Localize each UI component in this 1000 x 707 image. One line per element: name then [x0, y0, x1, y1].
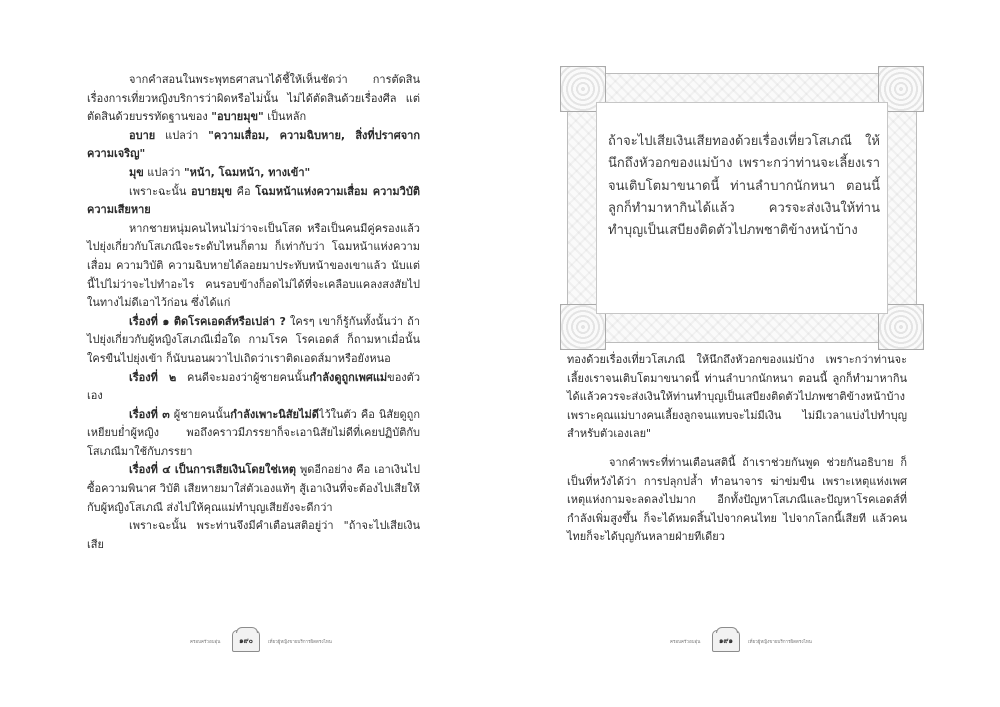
quote-frame [567, 73, 917, 343]
left-page-footer [190, 630, 330, 656]
left-page-body [87, 71, 420, 554]
page-number: ๑๙๐ [239, 637, 253, 645]
page-number-badge [232, 630, 260, 652]
left-paragraph: เรื่องที่ ๒ คนดีจะมองว่าผู้ชายคนนั้นกำลังดูถูกเพศแม่ของตัวเอง [87, 370, 420, 403]
footer-title: เที่ยวผู้หญิงขายบริการผิดตรงไหน [748, 640, 812, 645]
footer-series: ครอบครัวอบอุ่น [190, 640, 221, 645]
right-paragraph: ทองด้วยเรื่องเที่ยวโสเภณี ให้นึกถึงหัวอกของแม่บ้าง เพราะกว่าท่านจะเลี้ยงเราจนเติบโตมาขนาดนี้ ท่านลำบากนักหนา ตอนนี้ ลูกก็ทำมาหากินได้แล้วควรจะส่งเงินให้ท่านทำบุญเป็นเสบียงติดตัวไปภพชาติข้างหน้าบ้าง เพราะคุณแม่บางคนเลี้ยงลูกจนแทบจะไม่มีเงิน ไม่มีเวลาแบ่งไปทำบุญสำหรับตัวเองเลย" [567, 353, 907, 441]
page-number: ๑๙๑ [718, 637, 733, 645]
page-number-badge [712, 630, 740, 652]
left-paragraph: เพราะฉะนั้น พระท่านจึงมีคำเตือนสติอยู่ว่า "ถ้าจะไปเสียเงินเสีย [87, 519, 420, 551]
left-paragraph: เรื่องที่ ๔ เป็นการเสียเงินโดยใช่เหตุ พูดอีกอย่าง คือ เอาเงินไปซื้อความพินาศ วิบัติ เสียหายมาใส่ตัวเองแท้ๆ สู้เอาเงินที่จะต้องไปเสียให้กับผู้หญิงโสเภณี ส่งไปให้คุณแม่ทำบุญเสียยังจะดีกว่า [87, 463, 420, 514]
left-paragraph: เพราะฉะนั้น อบายมุข คือ โฉมหน้าแห่งความเสื่อม ความวิบัติ ความเสียหาย [87, 184, 420, 217]
left-paragraph: มุข แปลว่า "หน้า, โฉมหน้า, ทางเข้า" [129, 165, 311, 179]
left-paragraph: จากคำสอนในพระพุทธศาสนาได้ชี้ให้เห็นชัดว่า การตัดสินเรื่องการเที่ยวหญิงบริการว่าผิดหรือไม่นั้น ไม่ได้ตัดสินด้วยเรื่องศีล แต่ตัดสินด้วยบรรทัดฐานของ "อบายมุข" เป็นหลัก [87, 73, 420, 124]
right-paragraph: จากคำพระที่ท่านเตือนสตินี้ ถ้าเราช่วยกันพูด ช่วยกันอธิบาย ก็เป็นที่หวังได้ว่า การปลุกปล้ำ ทำอนาจาร ฆ่าข่มขืน เพราะเหตุแห่งเพศเหตุแห่งกามจะลดลงไปมาก อีกทั้งปัญหาโสเภณีและปัญหาโรคเอดส์ที่กำลังเพิ่มสูงขึ้น ก็จะได้หมดสิ้นไปจากคนไทย ไปจากโลกนี้เสียที แล้วคนไทยก็จะได้บุญกันหลายฝ่ายทีเดียว [567, 455, 907, 544]
left-paragraph: อบาย แปลว่า "ความเสื่อม, ความฉิบหาย, สิ่งที่ปราศจากความเจริญ" [87, 128, 420, 161]
left-paragraph: เรื่องที่ ๑ ติดโรคเอดส์หรือเปล่า ? ใครๆ เขาก็รู้กันทั้งนั้นว่า ถ้าไปยุ่งเกี่ยวกับผู้หญิงโสเภณีเมื่อใด กามโรค โรคเอดส์ ก็ถามหาเมื่อนั้น ใครขืนไปยุ่งเข้า ก็นับนอนผวาไปเถิดว่าเราติดเอดส์มาหรือยังหนอ [87, 314, 421, 365]
left-paragraph: เรื่องที่ ๓ ผู้ชายคนนั้นกำลังเพาะนิสัยไม่ดีไว้ในตัว คือ นิสัยดูถูกเหยียบย่ำผู้หญิง พอถึงคราวมีภรรยาก็จะเอานิสัยไม่ดีที่เคยปฏิบัติกับโสเภณีมาใช้กับภรรยา [87, 407, 420, 458]
right-page-footer [670, 630, 810, 656]
pull-quote: ถ้าจะไปเสียเงินเสียทองด้วยเรื่องเที่ยวโสเภณี ให้นึกถึงหัวอกของแม่บ้าง เพราะกว่าท่านจะเลี้ยงเราจนเติบโตมาขนาดนี้ ท่านลำบากนักหนา ตอนนี้ ลูกก็ทำมาหากินได้แล้ว ควรจะส่งเงินให้ท่านทำบุญเป็นเสบียงติดตัวไปภพชาติข้างหน้าบ้าง [608, 134, 880, 239]
left-paragraph: หากชายหนุ่มคนไหนไม่ว่าจะเป็นโสด หรือเป็นคนมีคู่ครองแล้ว ไปยุ่งเกี่ยวกับโสเภณีจะระดับไหนก็ตาม ก็เท่ากับว่า โฉมหน้าแห่งความเสื่อม ความวิบัติ ความฉิบหายได้ลอยมาประทับหน้าของเขาแล้ว นับแต่นี้ไปไม่ว่าจะไปทำอะไร คนรอบข้างก็อดไม่ได้ที่จะเคลือบแคลงสงสัยไปในทางไม่ดีเอาไว้ก่อน ซึ่งได้แก่ [87, 221, 420, 310]
footer-series: ครอบครัวอบอุ่น [670, 640, 701, 645]
right-page-body [567, 351, 907, 547]
footer-title: เที่ยวผู้หญิงขายบริการผิดตรงไหน [268, 640, 332, 645]
